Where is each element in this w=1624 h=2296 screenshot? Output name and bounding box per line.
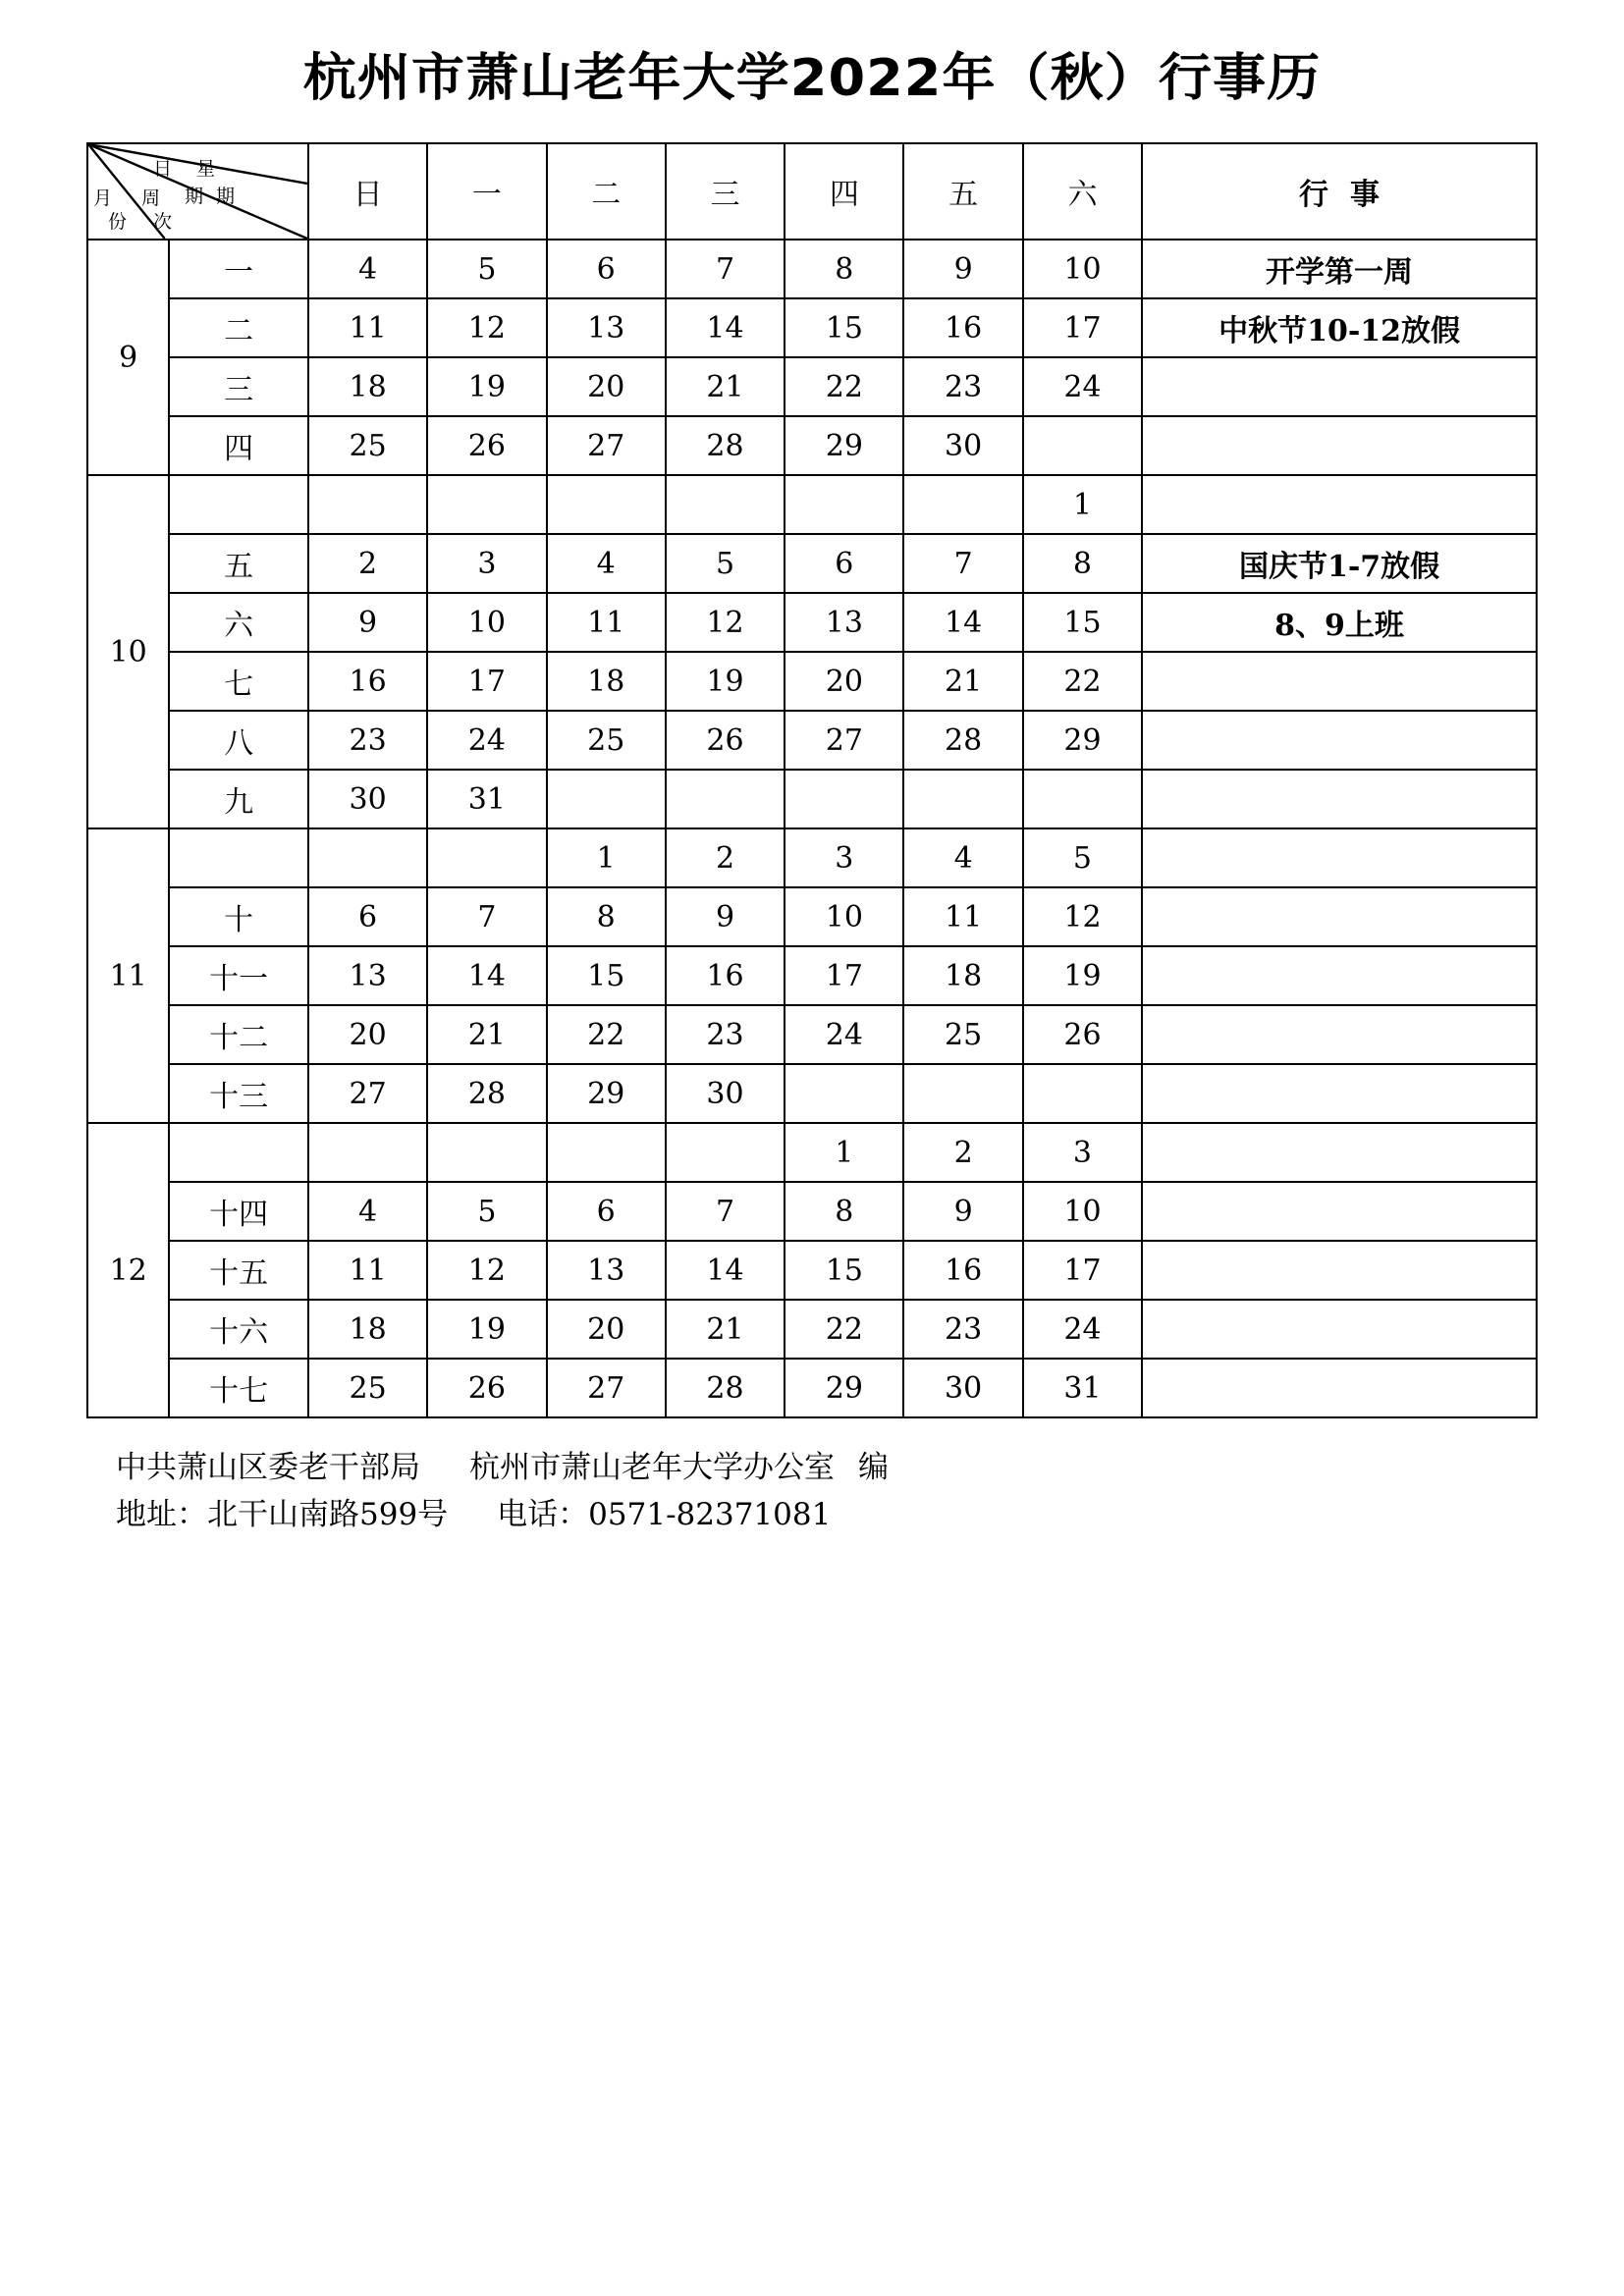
event-cell <box>1142 711 1537 770</box>
day-cell <box>785 1064 903 1123</box>
day-cell: 22 <box>785 357 903 416</box>
day-cell: 10 <box>1023 1182 1142 1241</box>
day-cell: 23 <box>666 1005 785 1064</box>
event-cell: 开学第一周 <box>1142 240 1537 298</box>
week-number-cell: 十一 <box>169 946 308 1005</box>
day-cell: 11 <box>308 1241 427 1300</box>
footer-block <box>86 1444 1538 1538</box>
day-cell: 27 <box>547 416 666 475</box>
calendar-week-row <box>87 534 1537 593</box>
week-number-cell: 四 <box>169 416 308 475</box>
day-cell: 7 <box>903 534 1022 593</box>
weekday-header-2: 二 <box>547 143 666 240</box>
event-cell <box>1142 1241 1537 1300</box>
day-cell: 17 <box>785 946 903 1005</box>
event-column-header: 行 事 <box>1142 143 1537 240</box>
calendar-week-row <box>87 1359 1537 1417</box>
day-cell: 21 <box>666 1300 785 1359</box>
day-cell: 12 <box>1023 887 1142 946</box>
day-cell: 28 <box>666 1359 785 1417</box>
day-cell <box>547 770 666 828</box>
day-cell: 11 <box>547 593 666 652</box>
academic-calendar-table <box>86 142 1538 1418</box>
day-cell: 6 <box>785 534 903 593</box>
day-cell: 11 <box>903 887 1022 946</box>
calendar-week-row <box>87 357 1537 416</box>
day-cell: 10 <box>427 593 546 652</box>
day-cell: 16 <box>666 946 785 1005</box>
day-cell: 20 <box>547 357 666 416</box>
footer-issuer-2: 杭州市萧山老年大学办公室 <box>469 1450 835 1486</box>
day-cell: 28 <box>903 711 1022 770</box>
event-cell <box>1142 1064 1537 1123</box>
day-cell: 24 <box>1023 1300 1142 1359</box>
footer-compiled-label: 编 <box>858 1450 889 1486</box>
day-cell: 12 <box>427 1241 546 1300</box>
day-cell: 17 <box>1023 298 1142 357</box>
weekday-header-4: 四 <box>785 143 903 240</box>
week-number-cell: 三 <box>169 357 308 416</box>
day-cell: 8 <box>785 240 903 298</box>
weekday-header-6: 六 <box>1023 143 1142 240</box>
day-cell: 4 <box>547 534 666 593</box>
day-cell: 22 <box>547 1005 666 1064</box>
corner-label-week-1: 周 <box>141 187 161 210</box>
day-cell: 28 <box>666 416 785 475</box>
day-cell <box>903 770 1022 828</box>
month-cell-10: 10 <box>87 475 169 828</box>
event-cell: 8、9上班 <box>1142 593 1537 652</box>
day-cell: 4 <box>903 828 1022 887</box>
day-cell: 7 <box>427 887 546 946</box>
day-cell: 24 <box>1023 357 1142 416</box>
day-cell <box>547 475 666 534</box>
day-cell <box>427 828 546 887</box>
day-cell: 13 <box>785 593 903 652</box>
day-cell: 14 <box>903 593 1022 652</box>
weekday-header-3: 三 <box>666 143 785 240</box>
footer-line-2 <box>116 1491 1538 1538</box>
week-number-cell: 十三 <box>169 1064 308 1123</box>
day-cell: 24 <box>427 711 546 770</box>
day-cell <box>308 828 427 887</box>
day-cell: 15 <box>785 298 903 357</box>
day-cell: 26 <box>427 416 546 475</box>
day-cell: 31 <box>1023 1359 1142 1417</box>
day-cell: 2 <box>308 534 427 593</box>
week-number-cell <box>169 475 308 534</box>
calendar-week-row <box>87 1064 1537 1123</box>
day-cell <box>308 475 427 534</box>
day-cell: 18 <box>308 1300 427 1359</box>
corner-label-month-2: 份 <box>108 211 128 234</box>
day-cell: 10 <box>785 887 903 946</box>
week-number-cell: 二 <box>169 298 308 357</box>
event-cell <box>1142 1123 1537 1182</box>
day-cell: 30 <box>308 770 427 828</box>
corner-label-weekday-1: 星 <box>196 158 216 181</box>
calendar-week-row <box>87 1182 1537 1241</box>
day-cell <box>308 1123 427 1182</box>
day-cell: 18 <box>547 652 666 711</box>
calendar-header-row <box>87 143 1537 240</box>
event-cell <box>1142 887 1537 946</box>
day-cell <box>427 475 546 534</box>
day-cell: 2 <box>903 1123 1022 1182</box>
week-number-cell: 一 <box>169 240 308 298</box>
day-cell: 16 <box>903 1241 1022 1300</box>
day-cell: 27 <box>547 1359 666 1417</box>
day-cell: 8 <box>1023 534 1142 593</box>
week-number-cell: 十四 <box>169 1182 308 1241</box>
day-cell: 18 <box>308 357 427 416</box>
event-cell <box>1142 1300 1537 1359</box>
event-cell <box>1142 475 1537 534</box>
day-cell: 1 <box>785 1123 903 1182</box>
month-cell-11: 11 <box>87 828 169 1123</box>
day-cell: 21 <box>903 652 1022 711</box>
day-cell: 4 <box>308 1182 427 1241</box>
day-cell <box>903 475 1022 534</box>
corner-header-cell <box>87 143 308 240</box>
day-cell <box>1023 1064 1142 1123</box>
weekday-header-0: 日 <box>308 143 427 240</box>
day-cell: 29 <box>785 416 903 475</box>
event-cell <box>1142 1005 1537 1064</box>
week-number-cell: 五 <box>169 534 308 593</box>
day-cell: 16 <box>903 298 1022 357</box>
week-number-cell <box>169 828 308 887</box>
calendar-week-row <box>87 887 1537 946</box>
day-cell: 18 <box>903 946 1022 1005</box>
corner-label-month-1: 月 <box>93 187 113 210</box>
day-cell <box>666 1123 785 1182</box>
day-cell: 20 <box>308 1005 427 1064</box>
day-cell: 5 <box>427 1182 546 1241</box>
corner-label-week-2: 次 <box>153 211 173 234</box>
day-cell: 3 <box>785 828 903 887</box>
calendar-body <box>87 143 1537 1417</box>
calendar-week-row <box>87 1123 1537 1182</box>
day-cell: 9 <box>308 593 427 652</box>
day-cell: 20 <box>785 652 903 711</box>
day-cell: 4 <box>308 240 427 298</box>
weekday-header-1: 一 <box>427 143 546 240</box>
day-cell: 15 <box>547 946 666 1005</box>
week-number-cell: 十六 <box>169 1300 308 1359</box>
week-number-cell: 十七 <box>169 1359 308 1417</box>
day-cell <box>547 1123 666 1182</box>
day-cell: 8 <box>547 887 666 946</box>
day-cell: 2 <box>666 828 785 887</box>
day-cell: 27 <box>785 711 903 770</box>
event-cell <box>1142 357 1537 416</box>
calendar-table-wrapper <box>86 142 1538 1418</box>
page-title: 杭州市萧山老年大学2022年（秋）行事历 <box>302 49 1322 108</box>
footer-line-1 <box>116 1444 1538 1491</box>
day-cell: 22 <box>785 1300 903 1359</box>
day-cell: 22 <box>1023 652 1142 711</box>
event-cell <box>1142 416 1537 475</box>
day-cell: 14 <box>666 1241 785 1300</box>
day-cell: 20 <box>547 1300 666 1359</box>
day-cell: 28 <box>427 1064 546 1123</box>
week-number-cell: 十五 <box>169 1241 308 1300</box>
event-cell: 中秋节10-12放假 <box>1142 298 1537 357</box>
week-number-cell: 十 <box>169 887 308 946</box>
day-cell: 9 <box>903 240 1022 298</box>
day-cell: 13 <box>308 946 427 1005</box>
day-cell: 13 <box>547 298 666 357</box>
week-number-cell: 十二 <box>169 1005 308 1064</box>
calendar-week-row <box>87 946 1537 1005</box>
day-cell <box>1023 770 1142 828</box>
day-cell <box>666 475 785 534</box>
day-cell: 31 <box>427 770 546 828</box>
day-cell: 1 <box>547 828 666 887</box>
month-cell-12: 12 <box>87 1123 169 1417</box>
day-cell: 14 <box>427 946 546 1005</box>
day-cell: 1 <box>1023 475 1142 534</box>
day-cell: 30 <box>903 416 1022 475</box>
day-cell: 19 <box>666 652 785 711</box>
calendar-week-row <box>87 593 1537 652</box>
day-cell: 25 <box>308 416 427 475</box>
day-cell: 12 <box>427 298 546 357</box>
calendar-week-row <box>87 298 1537 357</box>
corner-label-weekday-2: 期 <box>216 186 236 208</box>
day-cell: 17 <box>427 652 546 711</box>
footer-issuer-1: 中共萧山区委老干部局 <box>116 1450 420 1486</box>
calendar-week-row <box>87 828 1537 887</box>
weekday-header-5: 五 <box>903 143 1022 240</box>
day-cell: 19 <box>427 1300 546 1359</box>
day-cell: 11 <box>308 298 427 357</box>
corner-label-date-2: 期 <box>185 186 204 208</box>
day-cell: 3 <box>427 534 546 593</box>
event-cell <box>1142 1359 1537 1417</box>
calendar-week-row <box>87 475 1537 534</box>
week-number-cell: 八 <box>169 711 308 770</box>
day-cell <box>785 475 903 534</box>
day-cell: 21 <box>666 357 785 416</box>
day-cell: 26 <box>1023 1005 1142 1064</box>
day-cell: 26 <box>427 1359 546 1417</box>
day-cell <box>666 770 785 828</box>
day-cell <box>785 770 903 828</box>
month-cell-9: 9 <box>87 240 169 475</box>
day-cell: 29 <box>547 1064 666 1123</box>
day-cell: 15 <box>785 1241 903 1300</box>
day-cell: 6 <box>308 887 427 946</box>
day-cell: 17 <box>1023 1241 1142 1300</box>
day-cell: 21 <box>427 1005 546 1064</box>
day-cell: 23 <box>903 1300 1022 1359</box>
day-cell: 24 <box>785 1005 903 1064</box>
week-number-cell: 九 <box>169 770 308 828</box>
day-cell: 9 <box>903 1182 1022 1241</box>
day-cell <box>1023 416 1142 475</box>
day-cell: 25 <box>903 1005 1022 1064</box>
day-cell: 5 <box>427 240 546 298</box>
day-cell: 30 <box>666 1064 785 1123</box>
calendar-week-row <box>87 240 1537 298</box>
corner-label-date-1: 日 <box>153 158 173 181</box>
day-cell: 29 <box>1023 711 1142 770</box>
event-cell <box>1142 1182 1537 1241</box>
day-cell: 7 <box>666 1182 785 1241</box>
week-number-cell: 六 <box>169 593 308 652</box>
event-cell <box>1142 652 1537 711</box>
day-cell: 25 <box>547 711 666 770</box>
day-cell: 23 <box>308 711 427 770</box>
day-cell: 6 <box>547 1182 666 1241</box>
day-cell: 19 <box>1023 946 1142 1005</box>
event-cell <box>1142 828 1537 887</box>
day-cell: 5 <box>1023 828 1142 887</box>
day-cell: 29 <box>785 1359 903 1417</box>
calendar-week-row <box>87 1300 1537 1359</box>
day-cell <box>903 1064 1022 1123</box>
day-cell: 6 <box>547 240 666 298</box>
day-cell: 26 <box>666 711 785 770</box>
event-cell: 国庆节1-7放假 <box>1142 534 1537 593</box>
calendar-week-row <box>87 416 1537 475</box>
day-cell: 23 <box>903 357 1022 416</box>
day-cell: 25 <box>308 1359 427 1417</box>
calendar-week-row <box>87 1241 1537 1300</box>
calendar-week-row <box>87 711 1537 770</box>
week-number-cell <box>169 1123 308 1182</box>
day-cell: 19 <box>427 357 546 416</box>
day-cell: 15 <box>1023 593 1142 652</box>
day-cell: 16 <box>308 652 427 711</box>
day-cell: 9 <box>666 887 785 946</box>
day-cell: 13 <box>547 1241 666 1300</box>
day-cell: 7 <box>666 240 785 298</box>
event-cell <box>1142 946 1537 1005</box>
calendar-week-row <box>87 770 1537 828</box>
calendar-week-row <box>87 1005 1537 1064</box>
event-cell <box>1142 770 1537 828</box>
day-cell: 12 <box>666 593 785 652</box>
day-cell <box>427 1123 546 1182</box>
day-cell: 10 <box>1023 240 1142 298</box>
day-cell: 8 <box>785 1182 903 1241</box>
day-cell: 27 <box>308 1064 427 1123</box>
footer-address: 地址：北干山南路599号 <box>116 1497 449 1533</box>
week-number-cell: 七 <box>169 652 308 711</box>
calendar-week-row <box>87 652 1537 711</box>
day-cell: 14 <box>666 298 785 357</box>
day-cell: 30 <box>903 1359 1022 1417</box>
footer-phone: 电话：0571-82371081 <box>497 1497 832 1533</box>
day-cell: 3 <box>1023 1123 1142 1182</box>
day-cell: 5 <box>666 534 785 593</box>
